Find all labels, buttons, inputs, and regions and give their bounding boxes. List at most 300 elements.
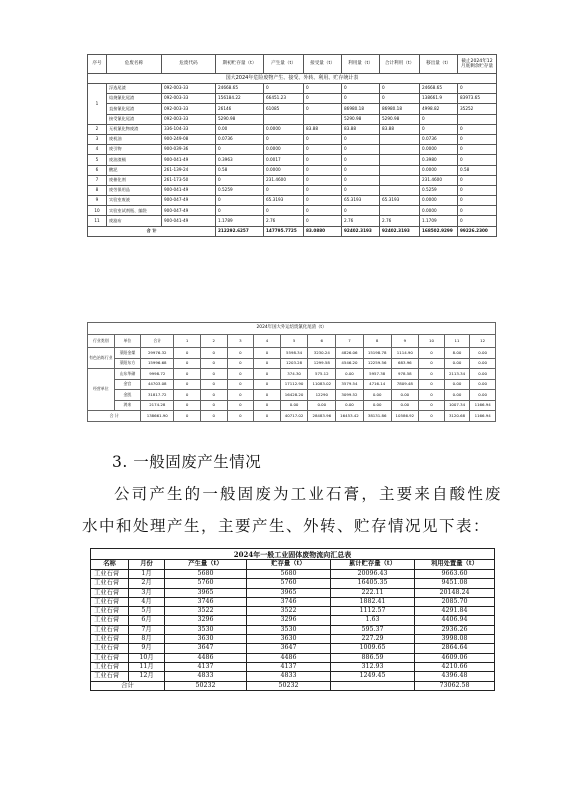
table-cell: 莱阳东方 [114, 358, 141, 369]
table-cell: 1299.58 [308, 358, 336, 369]
table-row [91, 662, 495, 671]
table-cell: 4609.06 [415, 653, 495, 662]
table-cell: 16453.42 [336, 411, 364, 422]
table-cell: 浮选尾渣 [107, 84, 162, 94]
table-cell: 11083.02 [308, 379, 336, 390]
table-cell [304, 114, 342, 124]
table-cell: 10586.92 [391, 411, 419, 422]
column-header: 产生量（t） [264, 55, 304, 74]
table-row [91, 597, 495, 606]
table-cell: 0.0000 [420, 196, 458, 206]
table-cell: 工业石膏 [91, 579, 129, 588]
table-cell: 0 [419, 358, 445, 369]
column-header: 8 [363, 335, 391, 348]
table-cell: 9 [88, 196, 107, 206]
table-cell: 83.88 [380, 124, 420, 134]
table-cell: 2.76 [264, 216, 304, 226]
table-cell: 0 [227, 358, 254, 369]
table-cell: 1166.94 [470, 400, 496, 411]
table-row [91, 616, 495, 625]
table-cell: 29976.32 [141, 348, 174, 359]
table-cell: 合 计 [88, 226, 216, 236]
table-cell: 1112.57 [331, 607, 415, 616]
table-cell: 1007.34 [444, 400, 470, 411]
table-cell: 092-003-33 [162, 84, 216, 94]
table-cell: 0 [380, 94, 420, 104]
table-total-row [88, 411, 496, 422]
table-cell: 5290.98 [380, 114, 420, 124]
table-cell: 15996.68 [141, 358, 174, 369]
table-caption: 2024年国大外运焙烧氰化尾渣（t） [88, 323, 496, 335]
table-cell: 12月 [129, 672, 165, 681]
table-cell: 0 [419, 400, 445, 411]
table-cell: 0 [458, 145, 497, 155]
column-header: 累计贮存量（t） [331, 560, 415, 570]
table-cell: 0 [174, 369, 201, 380]
table-cell: 83.0880 [304, 226, 342, 236]
table-cell: 0 [342, 134, 380, 144]
table-row [91, 570, 495, 579]
table-cell: 0.3980 [420, 155, 458, 165]
table-cell: 231.4600 [264, 175, 304, 185]
table-cell: 7月 [129, 625, 165, 634]
table-cell: 0.00 [470, 379, 496, 390]
column-header: 产生量（t） [165, 560, 247, 570]
table-cell: 0 [304, 134, 342, 144]
table-cell: 0 [174, 400, 201, 411]
table-cell: 261-173-50 [162, 175, 216, 185]
table-cell: 0 [304, 196, 342, 206]
table-cell: 3120.68 [444, 411, 470, 422]
body-paragraph: 公司产生的一般固废为工业石膏，主要来自酸性废水中和处理产生，主要产生、外转、贮存情况见下表： [82, 485, 502, 535]
table-cell: 0 [174, 348, 201, 359]
table-cell: 8.00 [444, 348, 470, 359]
table-cell: 138661.9 [420, 94, 458, 104]
total-label: 合计 [91, 681, 165, 690]
table-cell: 3579.54 [336, 379, 364, 390]
table-cell: 4833 [247, 672, 331, 681]
table-cell: 0 [458, 175, 497, 185]
table-cell: 147795.7725 [264, 226, 304, 236]
table-cell: 0 [264, 84, 304, 94]
table-cell: 0 [254, 369, 281, 380]
table-cell: 1月 [129, 570, 165, 579]
table-cell: 231.4600 [420, 175, 458, 185]
table-cell [331, 681, 415, 690]
table-row [91, 635, 495, 644]
table-cell: 92402.3193 [342, 226, 380, 236]
table-cell: 0 [174, 390, 201, 401]
table-cell: 0 [227, 400, 254, 411]
table-cell: 工业石膏 [91, 672, 129, 681]
column-header: 合计利用（t） [380, 55, 420, 74]
table-cell: 3530 [247, 625, 331, 634]
table-cell: 0.58 [216, 165, 264, 175]
table-cell: 12290 [308, 390, 336, 401]
table-total-row [91, 681, 495, 690]
table-cell: 0.00 [444, 390, 470, 401]
table-cell: 73062.58 [415, 681, 495, 690]
row-group-label: 有色冶炼行业 [88, 348, 115, 369]
table-cell: 900-047-49 [162, 206, 216, 216]
table-cell: 9月 [129, 644, 165, 653]
table-cell: 0 [200, 390, 227, 401]
table-cell: 092-003-33 [162, 104, 216, 114]
table-cell: 1.63 [331, 616, 415, 625]
table-cell: 0 [342, 206, 380, 216]
table-cell: 9998.72 [141, 369, 174, 380]
table-cell: 595.37 [331, 625, 415, 634]
table-cell: 9451.08 [415, 579, 495, 588]
table-cell: 261-139-24 [162, 165, 216, 175]
table-cell: 28483.96 [308, 411, 336, 422]
table-cell: 0 [254, 358, 281, 369]
table-cell: 7809.48 [391, 379, 419, 390]
table-cell: 3296 [165, 616, 247, 625]
table-cell: 0 [254, 379, 281, 390]
section-heading: 3. 一般固废产生情况 [112, 453, 262, 471]
table-cell: 20148.24 [415, 588, 495, 597]
table-cell: 4486 [165, 653, 247, 662]
table-cell: 2月 [129, 579, 165, 588]
table-cell: 0 [419, 348, 445, 359]
column-header: 接受量（t） [304, 55, 342, 74]
table-cell: 900-041-49 [162, 216, 216, 226]
column-header: 移出量（t） [420, 55, 458, 74]
table-cell: 0.00 [280, 400, 308, 411]
table-cell: 0 [419, 411, 445, 422]
table-cell: 工业石膏 [91, 625, 129, 634]
table-cell: 2 [88, 124, 107, 134]
table-cell: 0 [304, 155, 342, 165]
table-cell: 99226.2300 [458, 226, 497, 236]
table-cell: 40717.02 [280, 411, 308, 422]
table-cell: 4998.82 [420, 104, 458, 114]
table-cell: 9663.60 [415, 570, 495, 579]
table-cell: 10月 [129, 653, 165, 662]
table-row [91, 644, 495, 653]
hazardous-waste-table [87, 54, 497, 237]
table-cell: 0 [254, 411, 281, 422]
table-row [88, 196, 497, 206]
table-cell: 44703.08 [141, 379, 174, 390]
table-cell: 5680 [247, 570, 331, 579]
table-cell: 工业石膏 [91, 635, 129, 644]
table-cell: 2113.34 [444, 369, 470, 380]
table-cell: 0 [227, 348, 254, 359]
table-cell: 24668.65 [420, 84, 458, 94]
table-cell: 工业石膏 [91, 616, 129, 625]
table-row [91, 579, 495, 588]
table-cell: 0 [458, 155, 497, 165]
table-row [88, 165, 497, 175]
table-row [88, 185, 497, 195]
table-cell: 4406.94 [415, 616, 495, 625]
table-cell: 0.0000 [420, 165, 458, 175]
table-cell: 1.1789 [216, 216, 264, 226]
table-cell: 8月 [129, 635, 165, 644]
table-cell: 工业石膏 [91, 644, 129, 653]
table-cell: 5598.34 [280, 348, 308, 359]
table-cell: 0 [174, 358, 201, 369]
table-cell: 3647 [165, 644, 247, 653]
table-cell: 0.00 [308, 400, 336, 411]
table-cell: 50232 [165, 681, 247, 690]
table-cell: 0.00 [216, 124, 264, 134]
table-cell: 废机油 [107, 134, 162, 144]
table-cell: 6 [88, 165, 107, 175]
table-cell: 0.0017 [264, 155, 304, 165]
table-cell: 0 [200, 411, 227, 422]
table-cell: 3965 [165, 588, 247, 597]
table-cell: 1249.45 [331, 672, 415, 681]
column-header: 序号 [88, 55, 107, 74]
table-cell: 山东华碲 [114, 369, 141, 380]
table-row [91, 588, 495, 597]
column-header: 3 [227, 335, 254, 348]
table-cell: 0.0000 [264, 124, 304, 134]
table-header-row [88, 335, 496, 348]
table-cell: 0 [216, 145, 264, 155]
column-header: 单位 [114, 335, 141, 348]
column-header: 危废代码 [162, 55, 216, 74]
table-cell: 0 [227, 390, 254, 401]
table-cell [380, 206, 420, 216]
table-cell: 1166.94 [470, 411, 496, 422]
table-cell: 61085 [264, 104, 304, 114]
table-cell: 0.00 [363, 390, 391, 401]
table-cell: 0 [458, 185, 497, 195]
table-cell: 3746 [165, 597, 247, 606]
table-cell [380, 185, 420, 195]
table-cell: 8 [88, 185, 107, 195]
table-cell: 0 [254, 348, 281, 359]
table-cell: 0 [200, 348, 227, 359]
table-cell: 0 [342, 155, 380, 165]
table-cell: 900-039-36 [162, 145, 216, 155]
table-cell: 3 [88, 134, 107, 144]
table-cell: 10 [88, 206, 107, 216]
table-cell: 7 [88, 175, 107, 185]
table-cell: 3630 [165, 635, 247, 644]
table-cell: 工业石膏 [91, 570, 129, 579]
table-cell: 4826.06 [336, 348, 364, 359]
table-row [88, 216, 497, 226]
table-cell: 0 [458, 124, 497, 134]
table-cell: 废油渣桶 [107, 155, 162, 165]
table-cell: 0.00 [391, 390, 419, 401]
table-cell: 3月 [129, 588, 165, 597]
table-cell: 1203.28 [280, 358, 308, 369]
table-cell: 0.00 [470, 390, 496, 401]
table-cell: 0 [264, 206, 304, 216]
table-cell: 5680 [165, 570, 247, 579]
table-cell: 092-003-33 [162, 114, 216, 124]
column-header: 1 [174, 335, 201, 348]
table-cell: 65.3193 [342, 196, 380, 206]
column-header: 12 [470, 335, 496, 348]
table-cell: 227.29 [331, 635, 415, 644]
table-cell: 0 [216, 206, 264, 216]
column-header: 截止2024年12月底剩余贮存量 [458, 55, 497, 74]
table-row [88, 134, 497, 144]
table-cell: 1114.90 [391, 348, 419, 359]
table-cell: 0 [227, 379, 254, 390]
table-header-row [91, 560, 495, 570]
table-cell: 莱阳金煤 [114, 348, 141, 359]
table-cell: 0 [174, 379, 201, 390]
column-header: 4 [254, 335, 281, 348]
table-cell: 2.76 [380, 216, 420, 226]
table-row [88, 94, 497, 104]
table-cell: 12259.56 [363, 358, 391, 369]
table-cell: 4137 [247, 662, 331, 671]
table-cell: 0 [342, 165, 380, 175]
column-header: 11 [444, 335, 470, 348]
table-cell [380, 155, 420, 165]
table-cell: 直接氰化尾渣 [107, 104, 162, 114]
table-cell: 5290.98 [216, 114, 264, 124]
table-cell: 1882.41 [331, 597, 415, 606]
table-cell: 0 [419, 390, 445, 401]
table-cell: 0 [254, 400, 281, 411]
table-row [88, 175, 497, 185]
general-waste-table [90, 548, 495, 691]
table-row [91, 625, 495, 634]
table-row [88, 369, 496, 380]
table-cell: 鸿来 [114, 400, 141, 411]
table-cell: 0 [458, 84, 497, 94]
table-cell: 4137 [165, 662, 247, 671]
table-cell: 0 [174, 411, 201, 422]
table-cell: 0 [227, 411, 254, 422]
column-header: 危废名称 [107, 55, 162, 74]
table-cell: 5月 [129, 607, 165, 616]
table-cell: 978.58 [391, 369, 419, 380]
table-cell: 3965 [247, 588, 331, 597]
table-cell: 工业石膏 [91, 662, 129, 671]
table-cell: 886.59 [331, 653, 415, 662]
table-cell: 0 [342, 175, 380, 185]
table-cell: 焙烧氰化尾渣 [107, 94, 162, 104]
table-cell: 312.93 [331, 662, 415, 671]
table-cell: 废引物 [107, 145, 162, 155]
table-cell: 0.0000 [420, 145, 458, 155]
table-cell: 4月 [129, 597, 165, 606]
table-cell: 0 [420, 114, 458, 124]
table-cell: 0.0000 [264, 145, 304, 155]
table-cell: 0.00 [444, 379, 470, 390]
table-cell: 83973.65 [458, 94, 497, 104]
table-cell: 11月 [129, 662, 165, 671]
column-header: 利用量（t） [342, 55, 380, 74]
column-header: 9 [391, 335, 419, 348]
column-header: 利用处置量（t） [415, 560, 495, 570]
table-cell: 0 [342, 185, 380, 195]
table-cell: 900-041-49 [162, 185, 216, 195]
column-header: 10 [419, 335, 445, 348]
table-cell: 4716.14 [363, 379, 391, 390]
table-row [88, 84, 497, 94]
table-cell [380, 165, 420, 175]
table-cell: 900-041-49 [162, 155, 216, 165]
table-cell: 92402.3193 [380, 226, 420, 236]
table-cell: 0 [342, 145, 380, 155]
table-cell: 0 [216, 196, 264, 206]
table-cell: 废滤布 [107, 216, 162, 226]
table-cell: 0 [458, 206, 497, 216]
table-cell: 0 [200, 358, 227, 369]
column-header: 行业类别 [88, 335, 115, 348]
table-cell: 0 [304, 165, 342, 175]
table-cell [380, 145, 420, 155]
row-group-label: 经营单位 [88, 369, 115, 411]
table-cell: 废催化剂 [107, 175, 162, 185]
table-cell: 0 [304, 94, 342, 104]
table-cell: 3296 [247, 616, 331, 625]
table-cell: 2.76 [342, 216, 380, 226]
table-cell: 38131.86 [363, 411, 391, 422]
table-cell: 31817.72 [141, 390, 174, 401]
table-cell: 65.3193 [380, 196, 420, 206]
table-cell: 0 [458, 196, 497, 206]
table-cell: 0 [342, 84, 380, 94]
column-header: 7 [336, 335, 364, 348]
table-cell: 900-249-08 [162, 134, 216, 144]
table-cell: 金凯 [114, 390, 141, 401]
column-header: 期初贮存量（t） [216, 55, 264, 74]
table-cell: 2936.26 [415, 625, 495, 634]
table-row [88, 114, 497, 124]
table-header-row [88, 55, 497, 74]
table-cell: 4486 [247, 653, 331, 662]
table-cell: 86980.18 [342, 104, 380, 114]
tailings-transfer-table [87, 322, 496, 422]
table-cell: 0.0736 [420, 134, 458, 144]
column-header: 2 [200, 335, 227, 348]
table-cell: 0.00 [470, 348, 496, 359]
table-row [91, 672, 495, 681]
table-cell: 66451.23 [264, 94, 304, 104]
table-cell: 3746 [247, 597, 331, 606]
table-cell: 0.00 [444, 358, 470, 369]
table-cell: 0 [342, 94, 380, 104]
table-cell: 0 [304, 175, 342, 185]
table-cell: 16428.20 [280, 390, 308, 401]
row-index: 1 [88, 84, 107, 125]
table-cell: 26146 [216, 104, 264, 114]
table-cell: 212292.6257 [216, 226, 264, 236]
table-cell: 0 [380, 84, 420, 94]
column-header: 名称 [91, 560, 129, 570]
table-cell: 3998.08 [415, 635, 495, 644]
table-cell [458, 114, 497, 124]
table-cell: 3647 [247, 644, 331, 653]
table-cell: 5 [88, 155, 107, 165]
table-cell: 83.88 [342, 124, 380, 134]
table-cell: 83.88 [304, 124, 342, 134]
table-cell: 工业石膏 [91, 588, 129, 597]
table-cell: 0.5259 [420, 185, 458, 195]
table-cell: 65.3193 [264, 196, 304, 206]
table-cell: 5290.98 [342, 114, 380, 124]
column-header: 6 [308, 335, 336, 348]
table-cell: 15198.78 [363, 348, 391, 359]
table-row [88, 104, 497, 114]
table-cell: 168502.9299 [420, 226, 458, 236]
table-row [88, 379, 496, 390]
table-cell: 575.12 [308, 369, 336, 380]
